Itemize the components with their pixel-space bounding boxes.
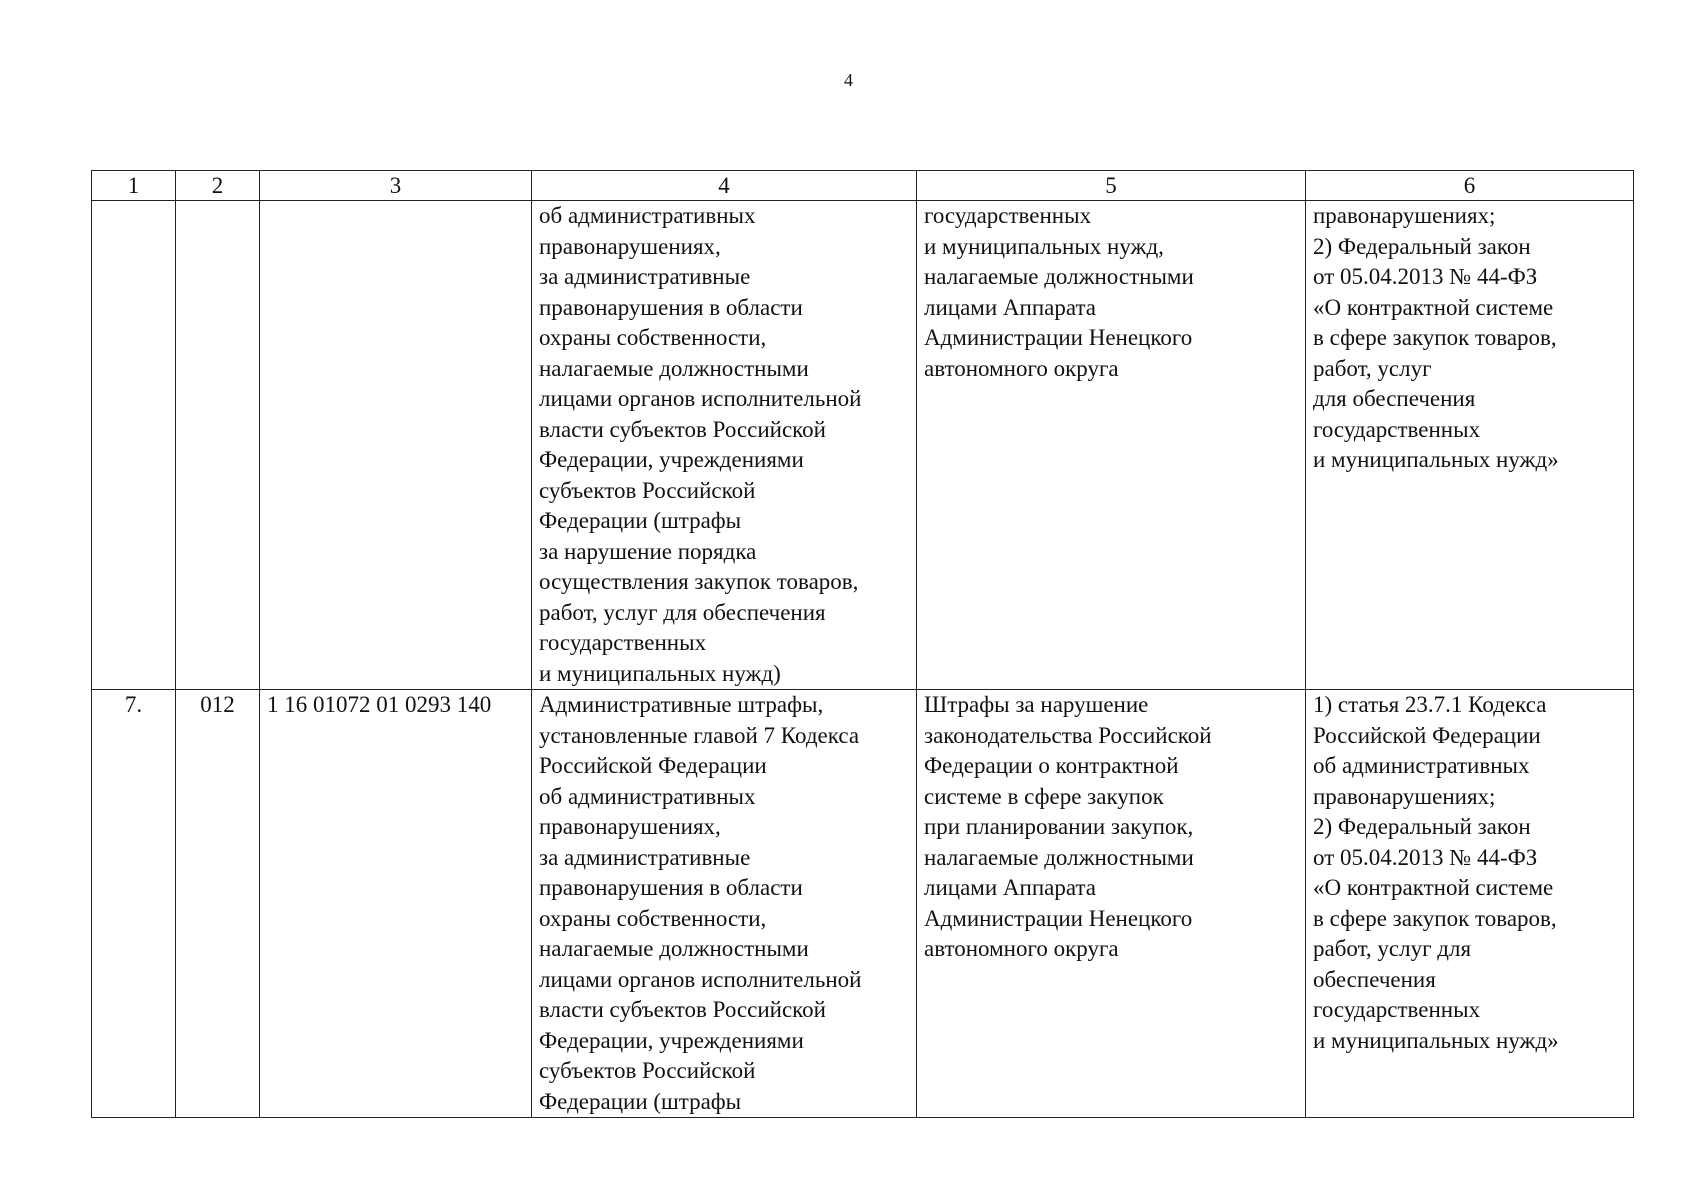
column-header-1: 1	[92, 171, 176, 201]
table-row-continued	[92, 201, 1634, 690]
cell-income-name: об административных правонарушениях, за административные правонарушения в области охраны собственности, налагаемые должностными лицами органов исполнительной власти субъектов Российской Федерации, учреждениями субъектов Российской Федерации (штрафы за нарушение порядка осуществления закупок товаров, работ, услуг для обеспечения государственных и муниципальных нужд)	[532, 201, 917, 690]
cell-budget-code	[260, 201, 532, 690]
table-row-7	[92, 690, 1634, 1118]
column-header-6: 6	[1306, 171, 1634, 201]
cell-budget-code: 1 16 01072 01 0293 140	[260, 690, 532, 1118]
cell-number: 7.	[92, 690, 176, 1118]
cell-income-description: государственных и муниципальных нужд, налагаемые должностными лицами Аппарата Администрации Ненецкого автономного округа	[917, 201, 1306, 690]
cell-admin-code	[176, 201, 260, 690]
cell-income-name: Административные штрафы, установленные главой 7 Кодекса Российской Федерации об административных правонарушениях, за административные правонарушения в области охраны собственности, налагаемые должностными лицами органов исполнительной власти субъектов Российской Федерации, учреждениями субъектов Российской Федерации (штрафы	[532, 690, 917, 1118]
page-number: 4	[844, 70, 853, 90]
column-header-4: 4	[532, 171, 917, 201]
cell-legal-basis: 1) статья 23.7.1 Кодекса Российской Федерации об административных правонарушениях; 2) Федеральный закон от 05.04.2013 № 44-ФЗ «О контрактной системе в сфере закупок товаров, работ, услуг для обеспечения государственных и муниципальных нужд»	[1306, 690, 1634, 1118]
cell-number	[92, 201, 176, 690]
cell-income-description: Штрафы за нарушение законодательства Российской Федерации о контрактной системе в сфере закупок при планировании закупок, налагаемые должностными лицами Аппарата Администрации Ненецкого автономного округа	[917, 690, 1306, 1118]
budget-codes-table	[91, 170, 1634, 1118]
cell-legal-basis: правонарушениях; 2) Федеральный закон от 05.04.2013 № 44-ФЗ «О контрактной системе в сфере закупок товаров, работ, услуг для обеспечения государственных и муниципальных нужд»	[1306, 201, 1634, 690]
column-header-2: 2	[176, 171, 260, 201]
column-header-3: 3	[260, 171, 532, 201]
cell-admin-code: 012	[176, 690, 260, 1118]
column-header-5: 5	[917, 171, 1306, 201]
table-header-row	[92, 171, 1634, 201]
